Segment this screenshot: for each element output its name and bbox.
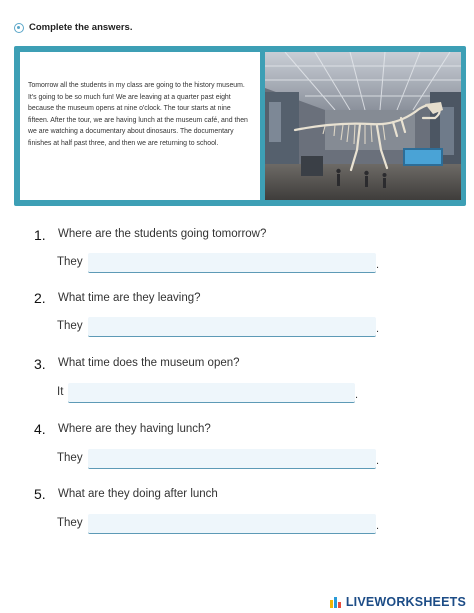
answer-period: . [376,520,380,532]
question-text: What are they doing after lunch [58,488,218,500]
question-number: 2. [34,290,46,306]
answer-field-5[interactable] [88,514,376,534]
question-number: 1. [34,227,46,243]
reading-passage: Tomorrow all the students in my class are going to the history museum. It's going to be so much fun! We are leaving at a quarter past eight because the museum opens at nine o'clock. The tour starts at nine fifteen. After the tour, we are having lunch at the museum café, and then we are watching a documentary about dinosaurs. The documentary finishes at half past three, and then we are returning to school. [28,82,248,147]
question-number: 3. [34,356,46,372]
answer-period: . [376,455,380,467]
answer-period: . [376,323,380,335]
brand-text: LIVEWORKSHEETS [345,595,466,609]
answer-prefix: They [57,452,83,464]
answer-period: . [355,389,359,401]
answer-prefix: They [57,320,83,332]
question-text: Where are they having lunch? [58,423,211,435]
question-number: 5. [34,486,46,502]
liveworksheets-brand[interactable] [329,595,466,609]
liveworksheets-logo-icon [329,595,343,609]
instruction-text: Complete the answers. [29,22,133,33]
answer-prefix: They [57,517,83,529]
question-text: What time are they leaving? [58,292,201,304]
answer-field-2[interactable] [88,317,376,337]
answer-field-1[interactable] [88,253,376,273]
dinosaur-skeleton-illustration [265,52,461,200]
reading-text-box [20,52,260,200]
answer-field-3[interactable] [68,383,355,403]
museum-dinosaur-image [265,52,461,200]
answer-prefix: It [57,386,64,398]
answer-prefix: They [57,256,83,268]
answer-period: . [376,259,380,271]
speaker-icon[interactable] [14,23,24,33]
answer-field-4[interactable] [88,449,376,469]
question-number: 4. [34,421,46,437]
question-text: Where are the students going tomorrow? [58,228,267,240]
question-text: What time does the museum open? [58,357,240,369]
instruction [14,22,132,33]
